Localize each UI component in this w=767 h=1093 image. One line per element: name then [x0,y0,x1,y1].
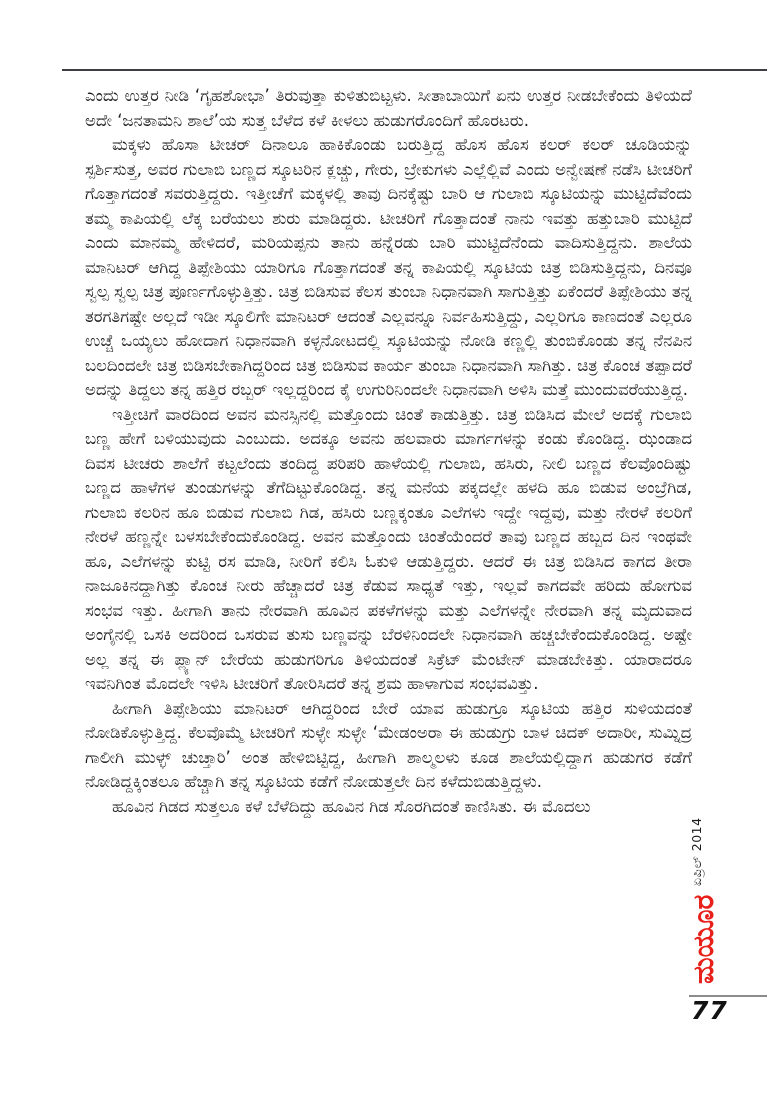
story-paragraph: ಎಂದು ಉತ್ತರ ನೀಡಿ ‘ಗೃಹಶೋಭಾ’ ತಿರುವುತ್ತಾ ಕುಳಿತುಬಿಟ್ಟಳು. ಸೀತಾಬಾಯಿಗೆ ಏನು ಉತ್ತರ ನೀಡಬೇಕೆಂದು ತಿಳಿಯದೆ ಅದೇ ‘ಜನತಾಮನಿ ಶಾಲೆ’ಯ ಸುತ್ತ ಬೆಳೆದ ಕಳೆ ಕೀಳಲು ಹುಡುಗರೊಂದಿಗೆ ಹೊರಟರು. [85,86,692,130]
story-paragraph: ಮಕ್ಕಳು ಹೊಸಾ ಟೀಚರ್ ದಿನಾಲೂ ಹಾಕಿಕೊಂಡು ಬರುತ್ತಿದ್ದ ಹೊಸ ಹೊಸ ಕಲರ್ ಕಲರ್ ಚೂಡಿಯನ್ನು ಸ್ಪರ್ಶಿಸುತ್ತ, ಅವರ ಗುಲಾಬಿ ಬಣ್ಣದ ಸ್ಕೂಟರಿನ ಕ್ಲಚ್ಚು, ಗೇರು, ಬ್ರೇಕುಗಳು ಎಲ್ಲೆಲ್ಲಿವೆ ಎಂದು ಅನ್ವೇಷಣೆ ನಡೆಸಿ ಟೀಚರಿಗೆ ಗೊತ್ತಾಗದಂತೆ ಸವರುತ್ತಿದ್ದರು. ಇತ್ತೀಚೆಗೆ ಮಕ್ಕಳಲ್ಲಿ ತಾವು ದಿನಕ್ಕೆಷ್ಟು ಬಾರಿ ಆ ಗುಲಾಬಿ ಸ್ಕೂಟಿಯನ್ನು ಮುಟ್ಟಿದೆವೆಂದು ತಮ್ಮ ಕಾಪಿಯಲ್ಲಿ ಲೆಕ್ಕ ಬರೆಯಲು ಶುರು ಮಾಡಿದ್ದರು. ಟೀಚರಿಗೆ ಗೊತ್ತಾದಂತೆ ನಾನು ಇವತ್ತು ಹತ್ತುಬಾರಿ ಮುಟ್ಟಿದೆ ಎಂದು ಮಾನಮ್ಮ ಹೇಳಿದರೆ, ಮರಿಯಪ್ಪನು ತಾನು ಹನ್ನೆರಡು ಬಾರಿ ಮುಟ್ಟಿದೆನೆಂದು ವಾದಿಸುತ್ತಿದ್ದನು. ಶಾಲೆಯ ಮಾನಿಟರ್ ಆಗಿದ್ದ ತಿಪ್ಪೇಶಿಯು ಯಾರಿಗೂ ಗೊತ್ತಾಗದಂತೆ ತನ್ನ ಕಾಪಿಯಲ್ಲಿ ಸ್ಕೂಟಿಯ ಚಿತ್ರ ಬಿಡಿಸುತ್ತಿದ್ದನು, ದಿನವೂ ಸ್ವಲ್ಪ ಸ್ವಲ್ಪ ಚಿತ್ರ ಪೂರ್ಣಗೊಳ್ಳುತ್ತಿತ್ತು. ಚಿತ್ರ ಬಿಡಿಸುವ ಕೆಲಸ ತುಂಬಾ ನಿಧಾನವಾಗಿ ಸಾಗುತ್ತಿತ್ತು ಏಕೆಂದರೆ ತಿಪ್ಪೇಶಿಯು ತನ್ನ ತರಗತಿಗಷ್ಟೇ ಅಲ್ಲದೆ ಇಡೀ ಸ್ಕೂಲಿಗೇ ಮಾನಿಟರ್ ಆದಂತೆ ಎಲ್ಲವನ್ನೂ ನಿರ್ವಹಿಸುತ್ತಿದ್ದು, ಎಲ್ಲರಿಗೂ ಕಾಣದಂತೆ ಎಲ್ಲರೂ ಉಚ್ಚೆ ಒಯ್ಯಲು ಹೋದಾಗ ನಿಧಾನವಾಗಿ ಕಳ್ಳನೋಟದಲ್ಲಿ ಸ್ಕೂಟಿಯನ್ನು ನೋಡಿ ಕಣ್ಣಲ್ಲಿ ತುಂಬಿಕೊಂಡು ತನ್ನ ನೆನಪಿನ ಬಲದಿಂದಲೇ ಚಿತ್ರ ಬಿಡಿಸಬೇಕಾಗಿದ್ದರಿಂದ ಚಿತ್ರ ಬಿಡಿಸುವ ಕಾರ್ಯ ತುಂಬಾ ನಿಧಾನವಾಗಿ ಸಾಗಿತ್ತು. ಚಿತ್ರ ಕೊಂಚ ತಪ್ಪಾದರೆ ಅದನ್ನು ತಿದ್ದಲು ತನ್ನ ಹತ್ತಿರ ರಬ್ಬರ್ ಇಲ್ಲದ್ದರಿಂದ ಕೈ ಉಗುರಿನಿಂದಲೇ ನಿಧಾನವಾಗಿ ಅಳಿಸಿ ಮತ್ತೆ ಮುಂದುವರೆಯುತ್ತಿದ್ದ. [85,135,692,399]
story-paragraph: ಇತ್ತೀಚಿಗೆ ವಾರದಿಂದ ಅವನ ಮನಸ್ಸಿನಲ್ಲಿ ಮತ್ತೊಂದು ಚಿಂತೆ ಕಾಡುತ್ತಿತ್ತು. ಚಿತ್ರ ಬಿಡಿಸಿದ ಮೇಲೆ ಅದಕ್ಕೆ ಗುಲಾಬಿ ಬಣ್ಣ ಹೇಗೆ ಬಳಿಯುವುದು ಎಂಬುದು. ಅದಕ್ಕೂ ಅವನು ಹಲವಾರು ಮಾರ್ಗಗಳನ್ನು ಕಂಡು ಕೊಂಡಿದ್ದ. ಝಂಡಾದ ದಿವಸ ಟೀಚರು ಶಾಲೆಗೆ ಕಟ್ಟಲೆಂದು ತಂದಿದ್ದ ಪರಿಪರಿ ಹಾಳೆಯಲ್ಲಿ ಗುಲಾಬಿ, ಹಸಿರು, ನೀಲಿ ಬಣ್ಣದ ಕೆಲವೊಂದಿಷ್ಟು ಬಣ್ಣದ ಹಾಳೆಗಳ ತುಂಡುಗಳನ್ನು ತೆಗೆದಿಟ್ಟುಕೊಂಡಿದ್ದ. ತನ್ನ ಮನೆಯ ಪಕ್ಕದಲ್ಲೇ ಹಳದಿ ಹೂ ಬಿಡುವ ಅಂಬ್ರೆಗಿಡ, ಗುಲಾಬಿ ಕಲರಿನ ಹೂ ಬಿಡುವ ಗುಲಾಬಿ ಗಿಡ, ಹಸಿರು ಬಣ್ಣಕ್ಕಂತೂ ಎಲೆಗಳು ಇದ್ದೇ ಇದ್ದವು, ಮತ್ತು ನೇರಳೆ ಕಲರಿಗೆ ನೇರಳೆ ಹಣ್ಣನ್ನೇ ಬಳಸಬೇಕೆಂದುಕೊಂಡಿದ್ದ. ಅವನ ಮತ್ತೊಂದು ಚಿಂತೆಯೆಂದರೆ ತಾವು ಬಣ್ಣದ ಹಬ್ಬದ ದಿನ ಇಂಥವೇ ಹೂ, ಎಲೆಗಳನ್ನು ಕುಟ್ಟಿ ರಸ ಮಾಡಿ, ನೀರಿಗೆ ಕಲಿಸಿ ಓಕುಳಿ ಆಡುತ್ತಿದ್ದರು. ಆದರೆ ಈ ಚಿತ್ರ ಬಿಡಿಸಿದ ಕಾಗದ ತೀರಾ ನಾಜೂಕಿನದ್ದಾಗಿತ್ತು ಕೊಂಚ ನೀರು ಹೆಚ್ಚಾದರೆ ಚಿತ್ರ ಕೆಡುವ ಸಾಧ್ಯತೆ ಇತ್ತು, ಇಲ್ಲವೆ ಕಾಗದವೇ ಹರಿದು ಹೋಗುವ ಸಂಭವ ಇತ್ತು. ಹೀಗಾಗಿ ತಾನು ನೇರವಾಗಿ ಹೂವಿನ ಪಕಳೆಗಳನ್ನು ಮತ್ತು ಎಲೆಗಳನ್ನೇ ನೇರವಾಗಿ ತನ್ನ ಮೃದುವಾದ ಅಂಗೈನಲ್ಲಿ ಒಸಕಿ ಅದರಿಂದ ಒಸರುವ ತುಸು ಬಣ್ಣವನ್ನು ಬೆರಳಿನಿಂದಲೇ ನಿಧಾನವಾಗಿ ಹಚ್ಚಬೇಕೆಂದುಕೊಂಡಿದ್ದ. ಅಷ್ಟೇ ಅಲ್ಲ ತನ್ನ ಈ ಪ್ಲ್ಯಾನ್ ಬೇರೆಯ ಹುಡುಗರಿಗೂ ತಿಳಿಯದಂತೆ ಸಿಕ್ರೆಟ್ ಮೆಂಟೇನ್ ಮಾಡಬೇಕಿತ್ತು. ಯಾರಾದರೂ ಇವನಿಗಿಂತ ಮೊದಲೇ ಇಳಿಸಿ ಟೀಚರಿಗೆ ತೋರಿಸಿದರೆ ತನ್ನ ಶ್ರಮ ಹಾಳಾಗುವ ಸಂಭವವಿತ್ತು. [85,404,692,693]
issue-date: ಏಪ್ರಿಲ್ 2014 [689,817,704,886]
story-paragraph: ಹೀಗಾಗಿ ತಿಪ್ಪೇಶಿಯು ಮಾನಿಟರ್ ಆಗಿದ್ದರಿಂದ ಬೇರೆ ಯಾವ ಹುಡುಗ್ರೂ ಸ್ಕೂಟಿಯ ಹತ್ತಿರ ಸುಳಿಯದಂತೆ ನೋಡಿಕೊಳ್ಳುತ್ತಿದ್ದ. ಕೆಲವೊಮ್ಮೆ ಟೀಚರಿಗೆ ಸುಳ್ಳೇ ಸುಳ್ಳೇ ‘ಮೇಡಂಅರಾ ಈ ಹುಡುಗ್ರು ಬಾಳ ಚಿದಕ್ ಅದಾರೀ, ಸುಮ್ನಿದ್ರ ಗಾಲೀಗಿ ಮುಳ್ಳ್ ಚುಚ್ತಾರಿ’ ಅಂತ ಹೇಳಿಬಿಟ್ಟಿದ್ದ, ಹೀಗಾಗಿ ಶಾಲ್ಮಲಳು ಕೂಡ ಶಾಲೆಯಲ್ಲಿದ್ದಾಗ ಹುಡುಗರ ಕಡೆಗೆ ನೋಡಿದ್ದಕ್ಕಿಂತಲೂ ಹೆಚ್ಚಾಗಿ ತನ್ನ ಸ್ಕೂಟಿಯ ಕಡೆಗೆ ನೋಡುತ್ತಲೇ ದಿನ ಕಳೆದುಬಿಡುತ್ತಿದ್ದಳು. [85,698,692,791]
top-rule [62,69,767,71]
page-number: 77 [691,996,728,1025]
magazine-logo: ಮಯೂರ [687,894,720,984]
story-paragraph: ಹೂವಿನ ಗಿಡದ ಸುತ್ತಲೂ ಕಳೆ ಬೆಳೆದಿದ್ದು ಹೂವಿನ ಗಿಡ ಸೊರಗಿದಂತೆ ಕಾಣಿಸಿತು. ಈ ಮೊದಲು [112,796,591,816]
story-text [85,84,692,819]
